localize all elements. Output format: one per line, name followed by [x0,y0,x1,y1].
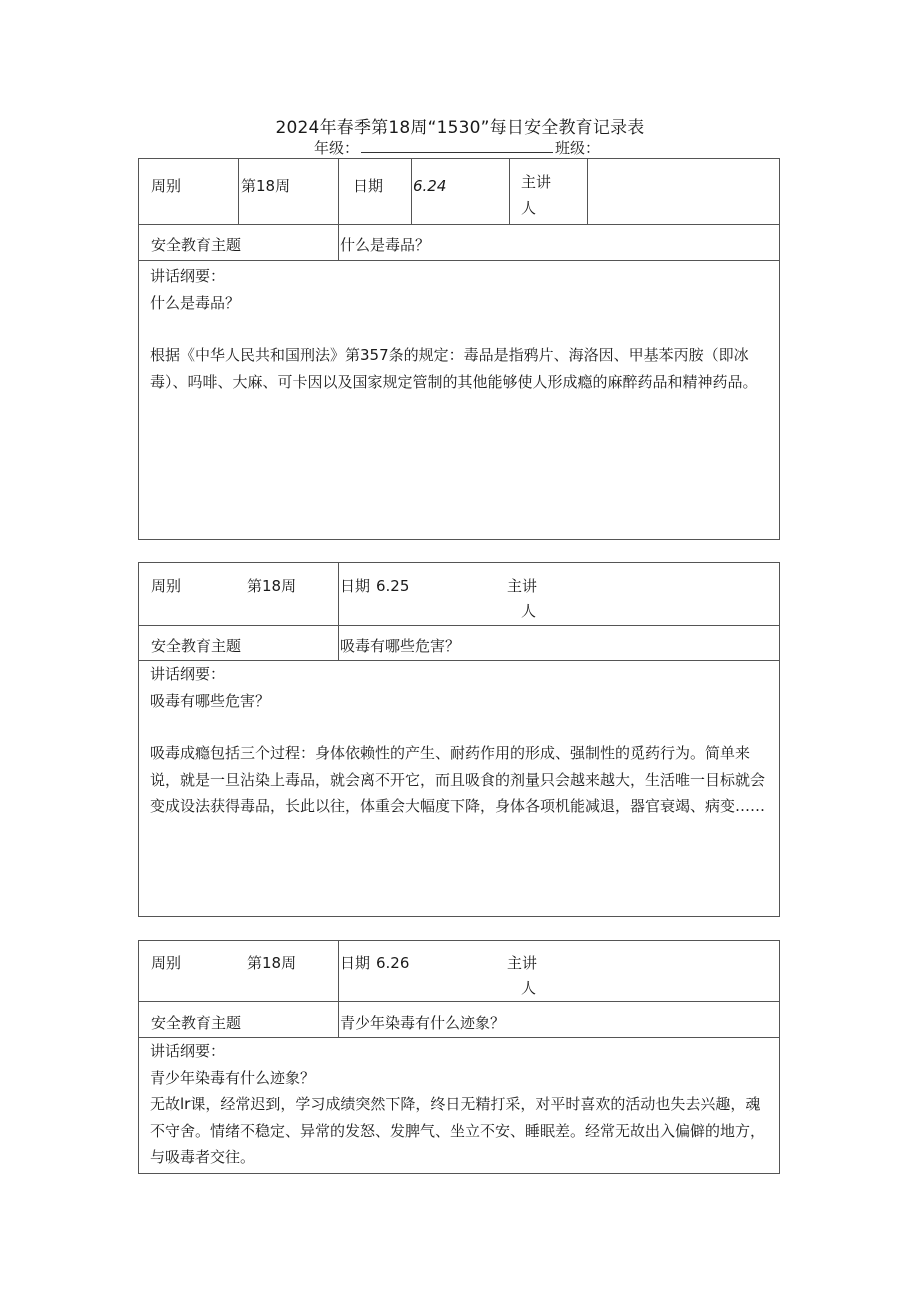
outline-question: 青少年染毒有什么迹象？ [150,1068,316,1087]
date-label: 日期 [340,577,371,595]
date-value: 6.26 [376,954,410,972]
week-label: 周别 [151,577,182,595]
speaker-label: 主讲 [507,577,538,595]
outline-question: 什么是毒品？ [150,293,241,312]
grade-blank-field [361,138,553,153]
topic-label: 安全教育主题 [151,1014,242,1032]
grade-label: 年级： [314,139,360,157]
speaker-label-line2: 人 [521,602,537,620]
outline-row [139,261,779,539]
speaker-label: 主讲 [507,954,538,972]
record-table-1 [138,158,780,540]
topic-value: 青少年染毒有什么迹象？ [340,1014,506,1032]
record-table-3 [138,940,780,1174]
document-title: 2024年春季第18周“1530”每日安全教育记录表 [275,118,645,138]
outline-question: 吸毒有哪些危害？ [150,691,271,710]
speaker-label: 主讲 [521,173,552,191]
outline-body: 无故lr课，经常迟到，学习成绩突然下降，终日无精打采，对平时喜欢的活动也失去兴趣，魂不守舍。情绪不稳定、异常的发怒、发脾气、坐立不安、睡眠差。经常无故出入偏僻的地方，与吸毒者交往。 [150,1095,766,1166]
week-value: 第18周 [247,577,297,595]
outline-body: 吸毒成瘾包括三个过程：身体依赖性的产生、耐药作用的形成、强制性的觅药行为。简单来说，就是一旦沾染上毒品，就会离不开它，而且吸食的剂量只会越来越大，生活唯一目标就会变成设法获得毒品，长此以往，体重会大幅度下降，身体各项机能减退，器官衰竭、病变…… [150,744,766,815]
topic-value: 什么是毒品？ [340,236,431,254]
topic-label: 安全教育主题 [151,236,242,254]
week-value: 第18周 [241,177,291,195]
week-label: 周别 [151,177,182,195]
info-row [139,941,779,1002]
outline-row [139,1038,779,1173]
date-value: 6.24 [413,177,447,195]
outline-label: 讲话纲要： [150,267,226,285]
class-label: 班级： [555,139,601,157]
info-row [139,563,779,626]
speaker-label-line2: 人 [521,979,537,997]
topic-row [139,1002,779,1038]
outline-label: 讲话纲要： [150,1042,226,1060]
date-label: 日期 [353,177,384,195]
date-value: 6.25 [376,577,410,595]
week-label: 周别 [151,954,182,972]
topic-row [139,225,779,261]
topic-value: 吸毒有哪些危害？ [340,637,461,655]
grade-class-line [314,137,600,158]
record-table-2 [138,562,780,917]
info-row [139,159,779,225]
topic-row [139,626,779,661]
date-label: 日期 [340,954,371,972]
outline-row [139,661,779,916]
week-value: 第18周 [247,954,297,972]
outline-body: 根据《中华人民共和国刑法》第357条的规定：毒品是指鸦片、海洛因、甲基苯丙胺（即冰毒）、吗啡、大麻、可卡因以及国家规定管制的其他能够使人形成瘾的麻醉药品和精神药品。 [150,346,758,391]
outline-label: 讲话纲要： [150,665,226,683]
topic-label: 安全教育主题 [151,637,242,655]
speaker-label-line2: 人 [521,199,537,217]
